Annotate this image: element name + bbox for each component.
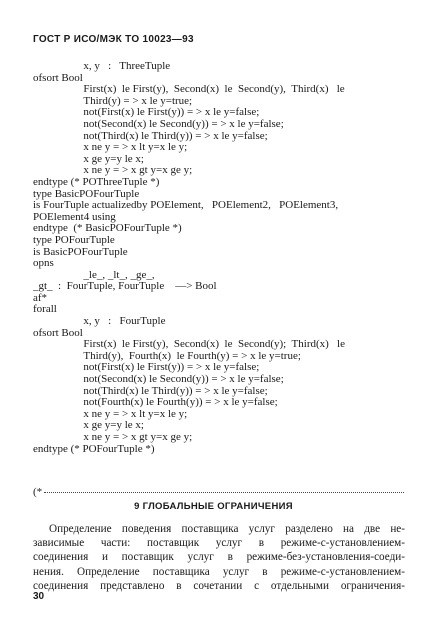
code-line: x ne y = > x lt y=x le y; (83, 408, 188, 420)
code-line: x, y : FourTuple (83, 316, 166, 328)
code-line: type BasicPOFourTuple (33, 188, 140, 200)
code-line: x ne y = > x gt y=x ge y; (83, 432, 193, 443)
code-line: endtype (* POFourTuple *) (33, 443, 155, 455)
code-line: POElement4 using (33, 211, 116, 223)
code-line: x ge y=y le x; (83, 153, 144, 165)
code-line: x, y : ThreeTuple (83, 61, 171, 72)
code-line: af* (33, 292, 48, 304)
code-line: ofsort Bool (33, 72, 83, 84)
paragraph-line: зависимые части: поставщик услуг в режиме-с-установлением- (33, 537, 405, 550)
paragraph-line: Определение поведения поставщика услуг разделено на две не- (49, 523, 405, 535)
code-line: not(First(x) le First(y)) = > x le y=false; (83, 362, 260, 374)
section-heading: 9 ГЛОБАЛЬНЫЕ ОГРАНИЧЕНИЯ (134, 501, 293, 512)
code-line: x ge y=y le x; (83, 420, 144, 432)
page-number: 30 (33, 591, 45, 602)
code-line: endtype (* BasicPOFourTuple *) (33, 223, 182, 235)
code-line: x ne y = > x lt y=x le y; (83, 142, 188, 154)
code-line: type POFourTuple (33, 234, 115, 246)
code-line: not(First(x) le First(y)) = > x le y=false; (83, 107, 260, 119)
paragraph-line: нения. Определение поставщика услуг в режиме-с-установлением- (33, 565, 405, 578)
code-line: First(x) le First(y), Second(x) le Second(y), Third(x) le (83, 84, 345, 96)
paragraph-line: соединения и поставщик услуг в режиме-без-установления-соеди- (33, 551, 405, 564)
code-line: ofsort Bool (33, 327, 83, 339)
comment-line (33, 487, 405, 499)
body-paragraph (33, 522, 405, 593)
lotos-code-block (33, 61, 405, 455)
code-line: not(Second(x) le Second(y)) = > x le y=false; (83, 374, 284, 386)
standard-header: ГОСТ Р ИСО/МЭК ТО 10023—93 (33, 34, 194, 45)
code-line: is FourTuple actualizedby POElement, POElement2, POElement3, (33, 200, 339, 212)
code-line: forall (33, 304, 57, 316)
code-line: opns (33, 258, 54, 270)
code-line: is BasicPOFourTuple (33, 246, 128, 258)
code-line: Third(y) = > x le y=true; (83, 95, 193, 107)
dotted-leader (44, 491, 404, 493)
comment-open: (* (33, 486, 43, 498)
code-line: not(Third(x) le Third(y)) = > x le y=false; (83, 385, 268, 397)
code-line: First(x) le First(y), Second(x) le Second(y); Third(x) le (83, 339, 345, 351)
code-line: Third(y), Fourth(x) le Fourth(y) = > x le y=true; (83, 350, 301, 362)
paragraph-line: соединения представлено в сочетании с отдельными ограничения- (33, 579, 405, 592)
code-line: _gt_ : FourTuple, FourTuple —> Bool (33, 281, 217, 293)
code-line: _le_, _lt_, _ge_, (83, 269, 155, 281)
code-line: not(Fourth(x) le Fourth(y)) = > x le y=false; (83, 397, 278, 409)
code-line: x ne y = > x gt y=x ge y; (83, 165, 193, 177)
code-line: not(Second(x) le Second(y)) = > x le y=false; (83, 118, 284, 130)
code-line: endtype (* POThreeTuple *) (33, 176, 160, 188)
code-line: not(Third(x) le Third(y)) = > x le y=false; (83, 130, 268, 142)
